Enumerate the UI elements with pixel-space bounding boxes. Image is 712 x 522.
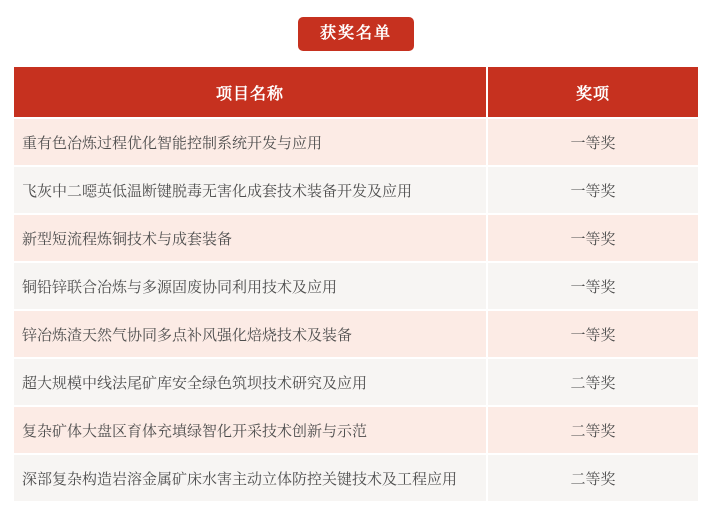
award-cell: 二等奖	[570, 374, 616, 392]
table-row	[14, 167, 698, 213]
award-cell: 一等奖	[570, 182, 616, 200]
award-cell: 二等奖	[570, 470, 616, 488]
project-name-cell: 深部复杂构造岩溶金属矿床水害主动立体防控关键技术及工程应用	[14, 455, 488, 501]
table-row	[14, 455, 698, 501]
table-body	[14, 119, 698, 501]
column-header-award: 奖项	[575, 85, 610, 103]
award-cell: 一等奖	[570, 134, 616, 152]
table-row	[14, 119, 698, 165]
table-row	[14, 407, 698, 453]
table-header-row	[14, 67, 698, 117]
project-name-cell: 新型短流程炼铜技术与成套装备	[14, 215, 488, 261]
award-cell: 一等奖	[570, 230, 616, 248]
table-row	[14, 215, 698, 261]
column-header-project-name: 项目名称	[14, 67, 488, 117]
project-name-cell: 超大规模中线法尾矿库安全绿色筑坝技术研究及应用	[14, 359, 488, 405]
project-name-cell: 铜铅锌联合冶炼与多源固废协同利用技术及应用	[14, 263, 488, 309]
table-row	[14, 311, 698, 357]
project-name-cell: 飞灰中二噁英低温断键脱毒无害化成套技术装备开发及应用	[14, 167, 488, 213]
title-badge-container	[0, 0, 712, 51]
award-cell: 一等奖	[570, 278, 616, 296]
table-row	[14, 263, 698, 309]
project-name-cell: 锌冶炼渣天然气协同多点补风强化焙烧技术及装备	[14, 311, 488, 357]
project-name-cell: 重有色冶炼过程优化智能控制系统开发与应用	[14, 119, 488, 165]
project-name-cell: 复杂矿体大盘区育体充填绿智化开采技术创新与示范	[14, 407, 488, 453]
award-cell: 一等奖	[570, 326, 616, 344]
page-title: 获奖名单	[298, 17, 414, 51]
award-cell: 二等奖	[570, 422, 616, 440]
table-row	[14, 359, 698, 405]
award-table	[14, 67, 698, 501]
